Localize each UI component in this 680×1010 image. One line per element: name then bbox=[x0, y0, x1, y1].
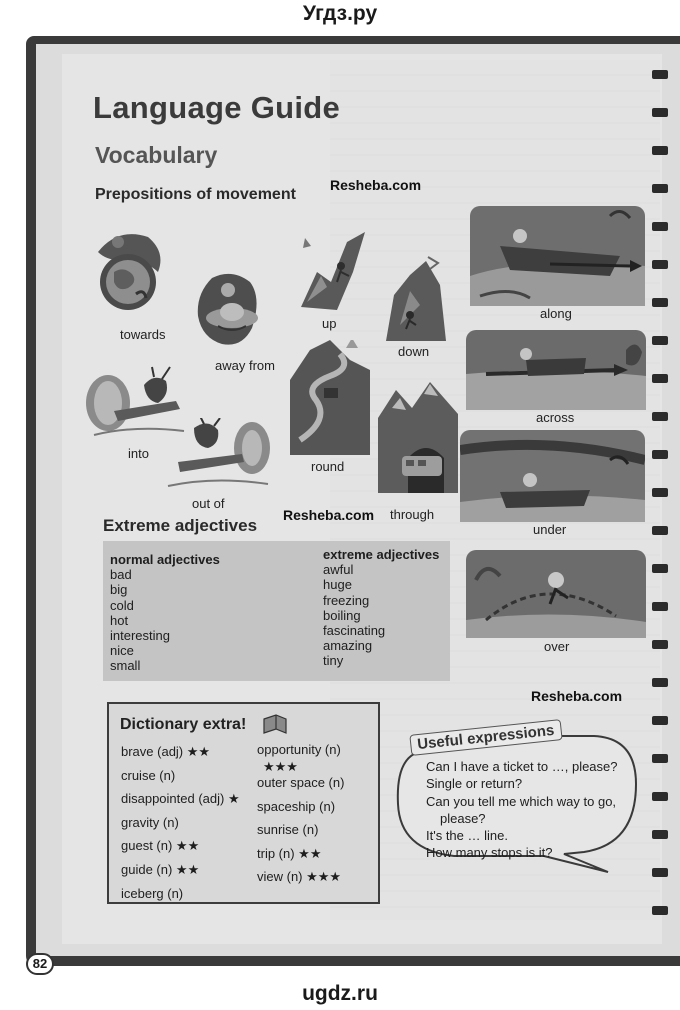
list-item: bad bbox=[110, 567, 132, 583]
binding-tab bbox=[652, 488, 668, 497]
preposition-label: round bbox=[311, 459, 345, 474]
section-title: Vocabulary bbox=[95, 142, 218, 168]
expression-line: Can you tell me which way to go, bbox=[426, 793, 617, 809]
preposition-label: across bbox=[536, 410, 575, 425]
list-item: nice bbox=[110, 643, 134, 659]
dictionary-entry: brave (adj) ★★ bbox=[121, 744, 211, 759]
dictionary-entry: trip (n) ★★ bbox=[257, 845, 322, 861]
dictionary-entry-stars: ★★★ bbox=[263, 759, 298, 774]
preposition-label: down bbox=[398, 344, 430, 359]
dictionary-entry: sunrise (n) bbox=[257, 822, 319, 838]
dictionary-entry: view (n) ★★★ bbox=[257, 869, 342, 885]
list-item: big bbox=[110, 582, 128, 598]
dictionary-extra-title: Dictionary extra! bbox=[120, 716, 247, 733]
up-illustration bbox=[297, 232, 367, 312]
normal-adjectives-heading: normal adjectives bbox=[110, 552, 220, 567]
binding-tab bbox=[652, 716, 668, 725]
extreme-adjectives-heading: Extreme adjectives bbox=[103, 516, 258, 535]
dictionary-entry: guide (n) ★★ bbox=[121, 861, 200, 877]
binding-tab bbox=[652, 298, 668, 307]
binding-tab bbox=[652, 184, 668, 193]
round-illustration bbox=[290, 340, 370, 455]
expression-line: Single or return? bbox=[426, 776, 523, 792]
dictionary-entry: disappointed (adj) ★ bbox=[121, 791, 240, 807]
list-item: awful bbox=[323, 562, 354, 578]
list-item: boiling bbox=[323, 607, 361, 623]
dictionary-entry: spaceship (n) bbox=[257, 798, 336, 814]
down-illustration bbox=[380, 255, 450, 343]
list-item: amazing bbox=[323, 638, 373, 654]
binding-tab bbox=[652, 906, 668, 915]
page-number: 82 bbox=[26, 953, 54, 975]
preposition-label: out of bbox=[192, 496, 225, 511]
across-illustration bbox=[466, 330, 646, 410]
binding-tab bbox=[652, 602, 668, 611]
binding-tab bbox=[652, 450, 668, 459]
site-top-label[interactable]: Угдз.ру bbox=[302, 2, 378, 25]
dictionary-entry: guest (n) ★★ bbox=[121, 838, 200, 854]
site-bottom-label[interactable]: ugdz.ru bbox=[302, 982, 378, 1005]
binding-tab bbox=[652, 336, 668, 345]
preposition-label: towards bbox=[120, 327, 166, 342]
binding-tab bbox=[652, 108, 668, 117]
watermark: Resheba.com bbox=[531, 688, 623, 704]
binding-tab bbox=[652, 640, 668, 649]
dictionary-entry: opportunity (n) bbox=[257, 742, 341, 757]
expression-line: Can I have a ticket to …, please? bbox=[426, 759, 618, 774]
list-item: small bbox=[110, 658, 141, 674]
under-illustration bbox=[460, 430, 645, 522]
preposition-label: away from bbox=[215, 358, 275, 373]
dictionary-entry: cruise (n) bbox=[121, 767, 176, 783]
binding-tab bbox=[652, 754, 668, 763]
binding-tab bbox=[652, 260, 668, 269]
list-item: huge bbox=[323, 577, 352, 593]
page-title: Language Guide bbox=[93, 90, 341, 125]
normal-adjectives-list bbox=[110, 552, 220, 674]
along-illustration bbox=[470, 206, 645, 306]
list-item: tiny bbox=[323, 653, 344, 669]
list-item: cold bbox=[110, 597, 134, 613]
binding-tab bbox=[652, 146, 668, 155]
binding-tab bbox=[652, 70, 668, 79]
list-item: freezing bbox=[323, 592, 370, 608]
expression-line: please? bbox=[440, 810, 486, 826]
useful-expressions-list bbox=[426, 758, 618, 862]
binding-tab bbox=[652, 374, 668, 383]
expression-line: How many stops is it? bbox=[426, 845, 553, 861]
useful-expressions-title: Useful expressions bbox=[409, 719, 562, 756]
book-icon bbox=[262, 713, 288, 735]
towards-illustration bbox=[88, 222, 168, 317]
extreme-adjectives-subheading: extreme adjectives bbox=[323, 547, 440, 562]
binding-tab bbox=[652, 678, 668, 687]
watermark: Resheba.com bbox=[283, 507, 375, 523]
binding-tab bbox=[652, 564, 668, 573]
list-item: hot bbox=[110, 612, 129, 628]
dictionary-entry: iceberg (n) bbox=[121, 885, 184, 901]
binding-tab bbox=[652, 222, 668, 231]
dictionary-right-column bbox=[257, 742, 344, 893]
away-from-illustration bbox=[192, 268, 272, 353]
binding-tab bbox=[652, 792, 668, 801]
out-of-illustration bbox=[164, 418, 274, 493]
through-illustration bbox=[378, 378, 458, 493]
binding-tab bbox=[652, 412, 668, 421]
binding-tab bbox=[652, 868, 668, 877]
over-illustration bbox=[466, 550, 646, 638]
extreme-adjectives-list bbox=[323, 547, 439, 669]
preposition-label: over bbox=[544, 639, 570, 654]
dictionary-entry: outer space (n) bbox=[257, 775, 345, 790]
expression-line: It's the … line. bbox=[426, 828, 508, 844]
list-item: fascinating bbox=[323, 623, 386, 639]
preposition-label: into bbox=[128, 446, 149, 461]
list-item: interesting bbox=[110, 628, 170, 644]
prepositions-heading: Prepositions of movement bbox=[95, 186, 296, 203]
binding-tab bbox=[652, 526, 668, 535]
watermark: Resheba.com bbox=[330, 177, 422, 193]
dictionary-left-column bbox=[121, 744, 240, 909]
binding-tab bbox=[652, 830, 668, 839]
dictionary-entry: gravity (n) bbox=[121, 814, 179, 830]
preposition-label: through bbox=[390, 507, 435, 522]
preposition-label: under bbox=[533, 522, 567, 537]
preposition-label: along bbox=[540, 306, 572, 321]
preposition-label: up bbox=[322, 316, 337, 331]
